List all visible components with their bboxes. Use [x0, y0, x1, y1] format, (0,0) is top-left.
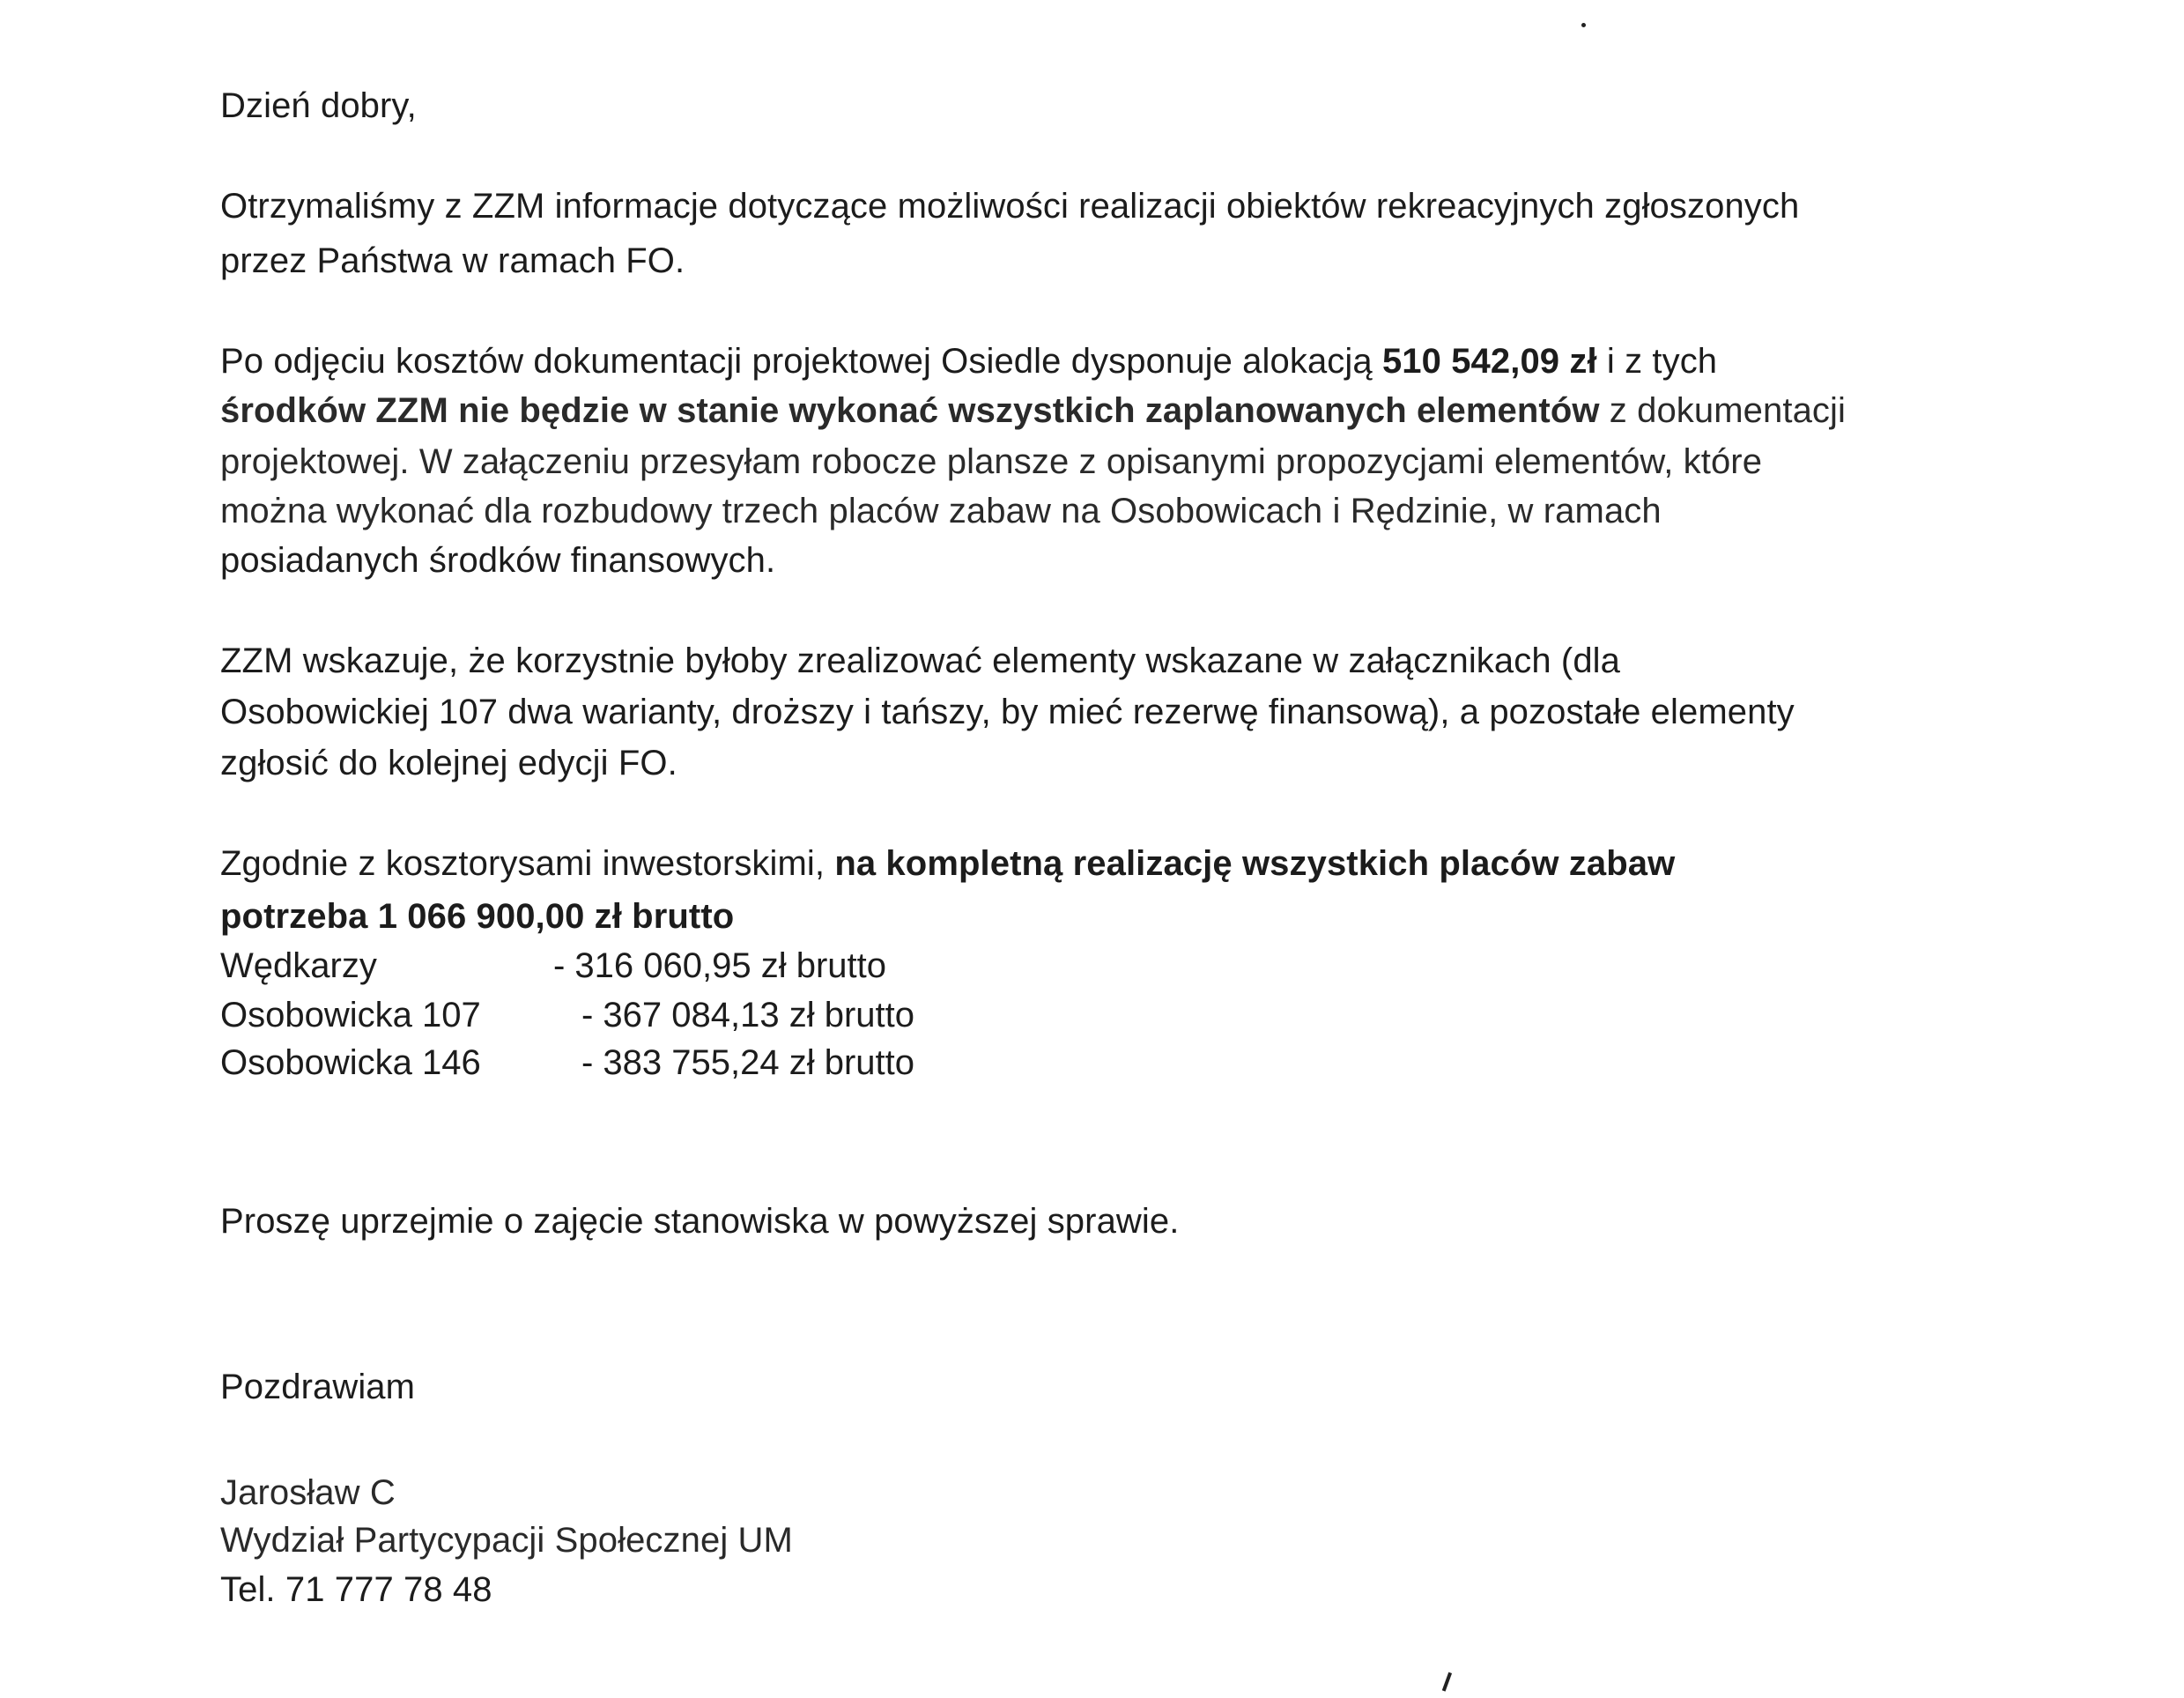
allocation-text-end: i z tych: [1596, 342, 1718, 381]
zzm-limitation: środków ZZM nie będzie w stanie wykonać wszystkich zaplanowanych elementów: [220, 391, 1600, 430]
cost-row-amount: - 383 755,24 zł brutto: [581, 1043, 915, 1082]
paragraph-2-line-1: [220, 340, 1717, 382]
signature-name: Jarosław C: [220, 1473, 396, 1512]
allocation-text: Po odjęciu kosztów dokumentacji projektowej Osiedle dysponuje alokacją: [220, 342, 1382, 381]
zzm-limitation-end: z dokumentacji: [1599, 391, 1847, 430]
paragraph-2-line-4: można wykonać dla rozbudowy trzech placów zabaw na Osobowicach i Rędzinie, w ramach: [220, 492, 1662, 530]
paragraph-2-line-3: projektowej. W załączeniu przesyłam robocze plansze z opisanymi propozycjami elementów, które: [220, 442, 1763, 481]
paragraph-4-line-1: [220, 842, 1675, 885]
paragraph-3-line-1: ZZM wskazuje, że korzystnie byłoby zrealizować elementy wskazane w załącznikach (dla: [220, 641, 1621, 680]
allocation-amount: 510 542,09 zł: [1381, 342, 1597, 381]
paragraph-4-line-2: potrzeba 1 066 900,00 zł brutto: [220, 897, 735, 936]
paragraph-1-line-1: Otrzymaliśmy z ZZM informacje dotyczące możliwości realizacji obiektów rekreacyjnych zgłoszonych: [220, 187, 1800, 226]
greeting: Dzień dobry,: [220, 86, 417, 125]
signature-phone: Tel. 71 777 78 48: [220, 1570, 492, 1609]
paragraph-2-line-2: [220, 389, 1846, 432]
estimate-intro: Zgodnie z kosztorysami inwestorskimi,: [220, 844, 835, 883]
scan-mark: [1442, 1672, 1463, 1696]
paragraph-1-line-2: przez Państwa w ramach FO.: [220, 241, 685, 280]
cost-row-amount: - 367 084,13 zł brutto: [581, 996, 915, 1034]
paragraph-2-line-5: posiadanych środków finansowych.: [220, 541, 776, 580]
scan-speck: [1581, 23, 1586, 27]
signature-department: Wydział Partycypacji Społecznej UM: [220, 1521, 793, 1560]
cost-row-name: Osobowicka 107: [220, 996, 481, 1034]
closing: Pozdrawiam: [220, 1368, 416, 1406]
cost-row-name: Osobowicka 146: [220, 1043, 481, 1082]
cost-row-amount: - 316 060,95 zł brutto: [553, 946, 887, 985]
request-line: Proszę uprzejmie o zajęcie stanowiska w powyższej sprawie.: [220, 1202, 1180, 1241]
estimate-summary: na kompletną realizację wszystkich placów zabaw: [834, 844, 1676, 883]
paragraph-3-line-2: Osobowickiej 107 dwa warianty, droższy i tańszy, by mieć rezerwę finansową), a pozostałe elementy: [220, 693, 1795, 731]
paragraph-3-line-3: zgłosić do kolejnej edycji FO.: [220, 744, 677, 782]
cost-row-name: Wędkarzy: [220, 946, 377, 985]
